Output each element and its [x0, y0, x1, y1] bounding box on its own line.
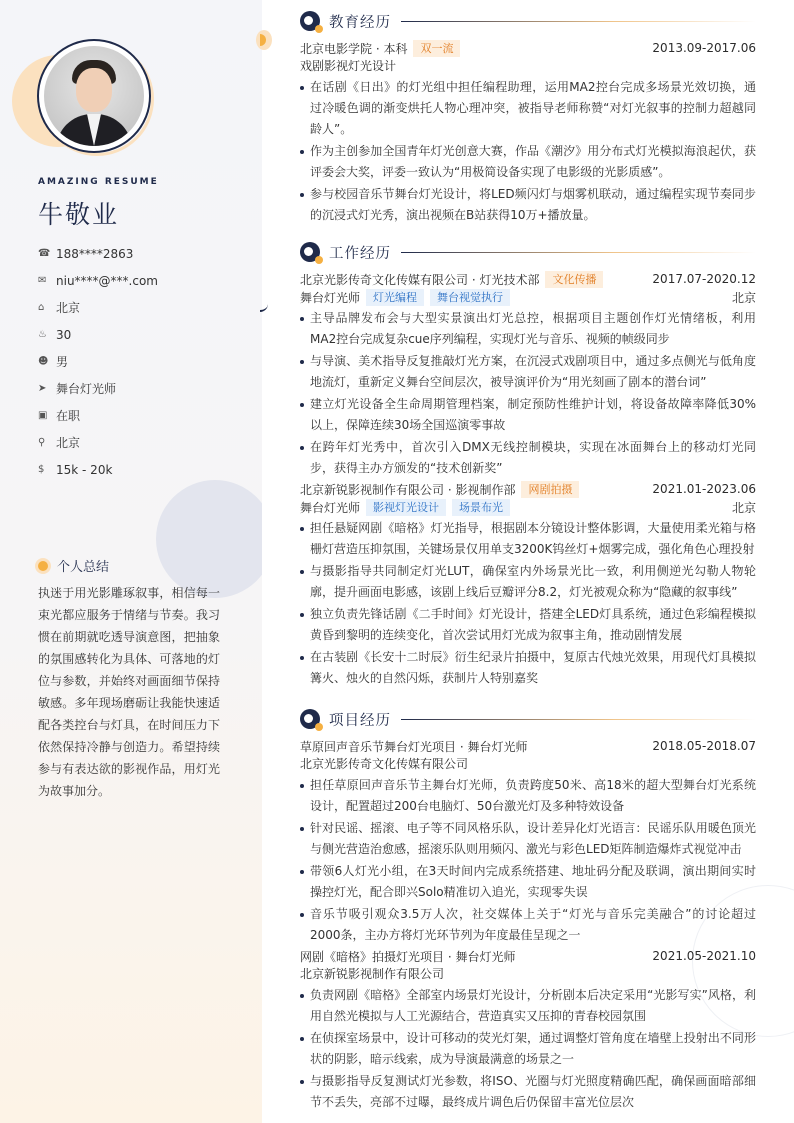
job-role: 舞台灯光师 — [300, 500, 361, 515]
list-item: 担任草原回声音乐节主舞台灯光师，负责跨度50米、高18米的超大型舞台灯光系统设计，配置超过200台电脑灯、50台激光灯及多种特效设备 — [300, 775, 756, 817]
job-city: 北京 — [731, 500, 756, 515]
project-name: 草原回声音乐节舞台灯光项目 · 舞台灯光师 — [300, 739, 528, 754]
projects-section — [300, 707, 756, 1114]
gender-icon: ☻ — [38, 356, 49, 367]
job-role: 舞台灯光师 — [300, 290, 361, 305]
list-item: 独立负责先锋话剧《二手时间》灯光设计，搭建全LED灯具系统，通过色彩编程模拟黄昏到黎明的连续变化，首次尝试用灯光成为叙事主角，推动剧情发展 — [300, 604, 756, 646]
project-entry — [300, 947, 756, 1113]
school-name: 北京电影学院 · 本科 — [300, 41, 408, 56]
project-date: 2018.05-2018.07 — [652, 739, 756, 753]
section-divider — [401, 21, 756, 22]
location-icon: ⚲ — [38, 437, 46, 448]
info-salary: $ 15k - 20k — [38, 462, 113, 477]
candidate-name: 牛敬业 — [38, 200, 120, 229]
major: 戏剧影视灯光设计 — [300, 59, 397, 73]
info-age: ♨ 30 — [38, 327, 72, 342]
section-icon — [300, 709, 320, 729]
list-item: 与摄影指导共同制定灯光LUT，确保室内外场景光比一致，利用侧逆光勾勒人物轮廓，提升画面电影感，该剧上线后豆瓣评分8.2，灯光被观众称为“隐藏的叙事线” — [300, 561, 756, 603]
decorative-edge — [260, 298, 268, 312]
list-item: 担任悬疑网剧《暗格》灯光指导，根据剧本分镜设计整体影调，大量使用柔光箱与格栅灯营造压抑氛围，关键场景仅用单支3200K钨丝灯+烟雾完成，强化角色心理投射 — [300, 518, 756, 560]
info-position: ➤ 舞台灯光师 — [38, 382, 117, 396]
mail-icon: ✉ — [38, 275, 47, 286]
cake-icon: ♨ — [38, 329, 47, 340]
decorative-circle — [156, 480, 262, 598]
dot-icon — [38, 561, 48, 571]
resume-tagline: AMAZING RESUME — [38, 177, 159, 187]
info-location: ⚲ 北京 — [38, 436, 81, 450]
info-hometown: ⌂ 北京 — [38, 301, 81, 315]
section-header — [300, 9, 756, 33]
education-entry — [300, 39, 756, 226]
main-content — [262, 0, 794, 1123]
job-entry — [300, 270, 756, 479]
project-name: 网剧《暗格》拍摄灯光项目 · 舞台灯光师 — [300, 949, 516, 964]
project-entry — [300, 737, 756, 946]
work-section — [300, 240, 756, 690]
list-item: 与摄影指导反复测试灯光参数，将ISO、光圈与灯光照度精确匹配，确保画面暗部细节不丢失，亮部不过曝，最终成片调色后仍保留丰富光位层次 — [300, 1071, 756, 1113]
section-header — [300, 707, 756, 731]
list-item: 在跨年灯光秀中，首次引入DMX无线控制模块，实现在冰面舞台上的移动灯光同步，获得主办方颁发的“技术创新奖” — [300, 437, 756, 479]
info-phone: ☎ 188****2863 — [38, 246, 134, 261]
skill-tag: 影视灯光设计 — [366, 499, 446, 516]
list-item: 作为主创参加全国青年灯光创意大赛，作品《潮汐》用分布式灯光模拟海浪起伏，获评委会大奖，评委一致认为“用极简设备实现了电影级的光影质感”。 — [300, 141, 756, 183]
section-divider — [401, 719, 756, 720]
job-date: 2021.01-2023.06 — [652, 482, 756, 496]
avatar-frame — [37, 39, 151, 153]
section-title: 工作经历 — [329, 245, 391, 262]
project-date: 2021.05-2021.10 — [652, 949, 756, 963]
project-org: 北京新锐影视制作有限公司 — [300, 967, 445, 981]
company-name: 北京光影传奇文化传媒有限公司 · 灯光技术部 — [300, 272, 540, 287]
avatar — [44, 46, 144, 146]
project-org: 北京光影传奇文化传媒有限公司 — [300, 757, 469, 771]
industry-tag: 文化传播 — [545, 271, 603, 288]
skill-tag: 场景布光 — [452, 499, 510, 516]
school-tag: 双一流 — [413, 40, 460, 57]
contact-info-list — [38, 240, 158, 483]
list-item: 主导品牌发布会与大型实景演出灯光总控，根据项目主题创作灯光情绪板，利用MA2控台完成复杂cue序列编程，实现灯光与音乐、视频的帧级同步 — [300, 308, 756, 350]
info-status: ▣ 在职 — [38, 409, 81, 423]
skill-tag: 舞台视觉执行 — [430, 289, 510, 306]
list-item: 与导演、美术指导反复推敲灯光方案，在沉浸式戏剧项目中，通过多点侧光与低角度地流灯，重新定义舞台空间层次，被导演评价为“用光刻画了剧本的潜台词” — [300, 351, 756, 393]
job-bullets — [300, 518, 756, 689]
decorative-edge — [256, 30, 272, 50]
list-item: 建立灯光设备全生命周期管理档案，制定预防性维护计划，将设备故障率降低30%以上，保障连续30场全国巡演零事故 — [300, 394, 756, 436]
skill-tag: 灯光编程 — [366, 289, 424, 306]
briefcase-icon: ▣ — [38, 410, 48, 421]
list-item: 音乐节吸引观众3.5万人次，社交媒体上关于“灯光与音乐完美融合”的讨论超过2000条，主办方将灯光环节列为年度最佳呈现之一 — [300, 904, 756, 946]
job-date: 2017.07-2020.12 — [652, 272, 756, 286]
industry-tag: 网剧拍摄 — [521, 481, 579, 498]
education-date: 2013.09-2017.06 — [652, 41, 756, 55]
list-item: 带领6人灯光小组，在3天时间内完成系统搭建、地址码分配及联调，演出期间实时操控灯光，配合即兴Solo精准切入追光，实现零失误 — [300, 861, 756, 903]
company-name: 北京新锐影视制作有限公司 · 影视制作部 — [300, 482, 516, 497]
section-title: 教育经历 — [329, 14, 391, 31]
list-item: 在古装剧《长安十二时辰》衍生纪录片拍摄中，复原古代烛光效果，用现代灯具模拟篝火、烛火的自然闪烁，获制片人特别嘉奖 — [300, 647, 756, 689]
education-section — [300, 9, 756, 227]
list-item: 在侦探室场景中，设计可移动的荧光灯架，通过调整灯管角度在墙壁上投射出不同形状的阴影，暗示线索，成为导演最满意的场景之一 — [300, 1028, 756, 1070]
sidebar — [0, 0, 262, 1123]
info-email: ✉ niu****@***.com — [38, 273, 158, 288]
salary-icon: $ — [38, 464, 45, 475]
section-header — [300, 240, 756, 264]
section-divider — [401, 252, 756, 253]
project-bullets — [300, 985, 756, 1113]
list-item: 在话剧《日出》的灯光组中担任编程助理，运用MA2控台完成多场景光效切换，通过冷暖色调的渐变烘托人物心理冲突，被指导老师称赞“对灯光叙事的控制力超越同龄人”。 — [300, 77, 756, 140]
project-bullets — [300, 775, 756, 946]
summary-heading: 个人总结 — [38, 556, 109, 575]
job-bullets — [300, 308, 756, 479]
job-entry — [300, 480, 756, 689]
job-city: 北京 — [731, 290, 756, 305]
education-bullets — [300, 77, 756, 226]
summary-text: 执迷于用光影雕琢叙事，相信每一束光都应服务于情绪与节奏。我习惯在前期就吃透导演意图，把抽象的氛围感转化为具体、可落地的灯位与参数，并始终对画面细节保持敏感。多年现场磨砺让我能快速适配各类控台与灯具，在时间压力下依然保持冷静与创造力。希望持续参与有表达欲的影视作品，用灯光为故事加分。 — [38, 586, 220, 798]
send-icon: ➤ — [38, 383, 47, 394]
phone-icon: ☎ — [38, 248, 51, 259]
list-item: 针对民谣、摇滚、电子等不同风格乐队，设计差异化灯光语言：民谣乐队用暖色顶光与侧光营造治愈感，摇滚乐队则用频闪、激光与彩色LED矩阵制造爆炸式视觉冲击 — [300, 818, 756, 860]
section-icon — [300, 242, 320, 262]
list-item: 参与校园音乐节舞台灯光设计，将LED频闪灯与烟雾机联动，通过编程实现节奏同步的沉浸式灯光秀，演出视频在B站获得10万+播放量。 — [300, 184, 756, 226]
info-gender: ☻ 男 — [38, 355, 69, 369]
list-item: 负责网剧《暗格》全部室内场景灯光设计，分析剧本后决定采用“光影写实”风格，利用自然光模拟与人工光源结合，营造真实又压抑的青春校园氛围 — [300, 985, 756, 1027]
home-icon: ⌂ — [38, 302, 45, 313]
section-icon — [300, 11, 320, 31]
section-title: 项目经历 — [329, 712, 391, 729]
